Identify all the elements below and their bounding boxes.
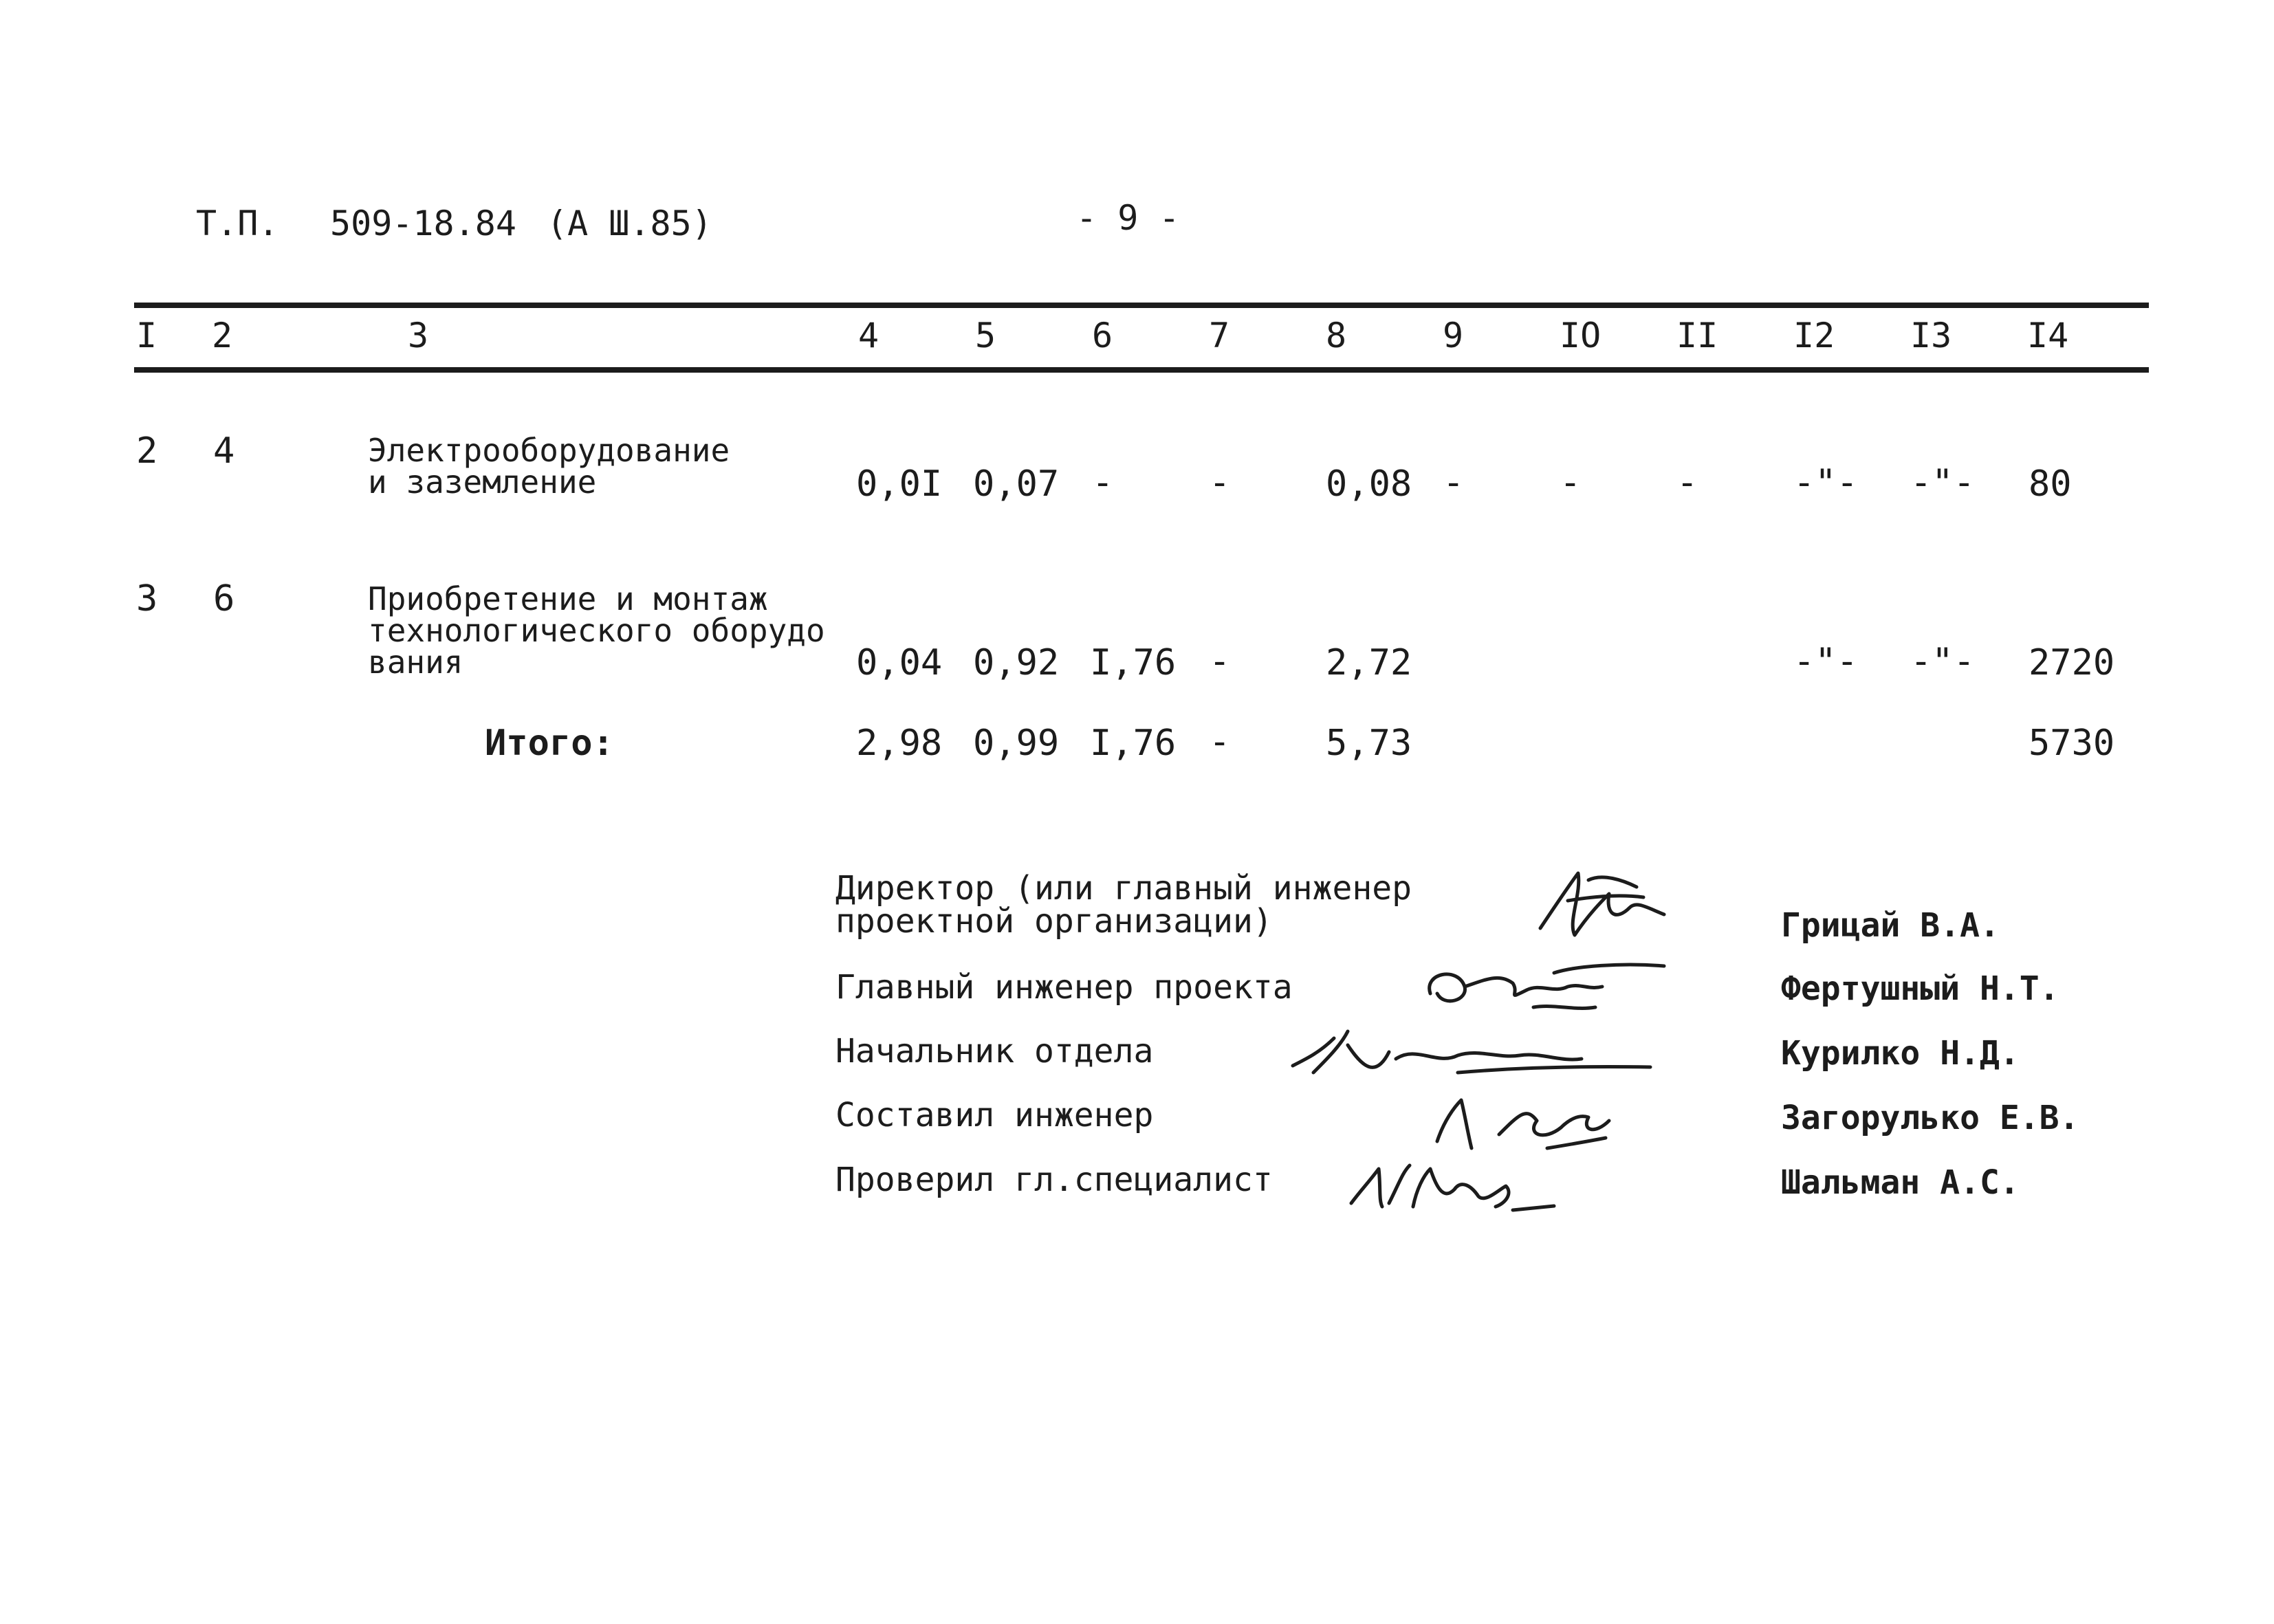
- signer-role-line: Проверил гл.специалист: [835, 1161, 1273, 1199]
- cell-col-5: 0,92: [973, 642, 1060, 683]
- cell-col-12: -"-: [1793, 462, 1858, 503]
- row-description-line: и заземление: [368, 463, 597, 501]
- cell-col-7: -: [1209, 641, 1231, 682]
- column-number: 9: [1443, 316, 1464, 355]
- column-number: 6: [1092, 316, 1113, 355]
- column-number: II: [1676, 316, 1718, 355]
- column-number: IO: [1560, 316, 1601, 355]
- column-number: I: [136, 316, 157, 355]
- cell-col-5: 0,07: [973, 463, 1060, 505]
- column-number: I4: [2027, 316, 2069, 355]
- handwritten-signature: [1417, 952, 1678, 1028]
- signer-name: Шальман А.С.: [1781, 1163, 2020, 1202]
- total-label: Итого:: [485, 723, 614, 764]
- cell-col-9: -: [1443, 462, 1465, 503]
- column-number: 3: [408, 316, 429, 355]
- signer-role-line: Директор (или главный инженер: [835, 869, 1412, 908]
- total-col-5: 0,99: [973, 723, 1060, 764]
- column-number: I3: [1910, 316, 1952, 355]
- doc-code: Т.П.: [196, 204, 279, 243]
- signer-role-line: Начальник отдела: [835, 1032, 1154, 1071]
- total-col-6: I,76: [1090, 723, 1177, 764]
- signer-name: Грицай В.А.: [1781, 906, 2000, 945]
- cell-col-10: -: [1560, 462, 1582, 503]
- signer-role-line: Главный инженер проекта: [835, 968, 1293, 1007]
- signer-name: Фертушный Н.Т.: [1781, 969, 2059, 1008]
- total-col-8: 5,73: [1326, 723, 1412, 764]
- cell-col-4: 0,0I: [856, 463, 943, 505]
- row-description-line: технологического оборудо: [368, 612, 825, 649]
- cell-col-8: 0,08: [1326, 463, 1412, 505]
- page-number: - 9 -: [1076, 198, 1180, 238]
- total-col-7: -: [1209, 721, 1231, 762]
- signer-name: Загорулько Е.В.: [1781, 1099, 2079, 1137]
- handwritten-signature: [1341, 1148, 1575, 1224]
- signer-name: Курилко Н.Д.: [1781, 1034, 2020, 1073]
- row-index: 2: [136, 430, 158, 472]
- cell-col-8: 2,72: [1326, 642, 1412, 683]
- column-number: I2: [1793, 316, 1835, 355]
- cell-col-6: -: [1092, 462, 1114, 503]
- row-number: 4: [213, 430, 235, 472]
- cell-col-11: -: [1676, 462, 1698, 503]
- cell-col-6: I,76: [1090, 642, 1177, 683]
- row-number: 6: [213, 578, 235, 619]
- handwritten-signature: [1279, 1018, 1664, 1093]
- row-description-line: вания: [368, 644, 463, 681]
- table-top-rule: [134, 303, 2149, 308]
- cell-col-14: 2720: [2029, 642, 2115, 683]
- cell-col-14: 80: [2029, 463, 2072, 505]
- cell-col-13: -"-: [1910, 462, 1975, 503]
- column-number: 5: [975, 316, 996, 355]
- cell-col-4: 0,04: [856, 642, 943, 683]
- row-description-line: Электрооборудование: [368, 432, 730, 469]
- column-number: 8: [1326, 316, 1347, 355]
- column-number: 7: [1209, 316, 1230, 355]
- total-col-4: 2,98: [856, 723, 943, 764]
- doc-number: 509-18.84: [330, 204, 516, 243]
- signer-role-line: Составил инженер: [835, 1096, 1154, 1134]
- cell-col-7: -: [1209, 462, 1231, 503]
- cell-col-13: -"-: [1910, 641, 1975, 682]
- table-header-bottom-rule: [134, 367, 2149, 373]
- total-col-14: 5730: [2029, 723, 2115, 764]
- row-description-line: Приобретение и монтаж: [368, 580, 768, 617]
- column-number: 2: [212, 316, 233, 355]
- doc-album: (А Ш.85): [547, 204, 712, 243]
- row-index: 3: [136, 578, 158, 619]
- column-number: 4: [858, 316, 879, 355]
- signer-role-line: проектной организации): [835, 902, 1273, 941]
- cell-col-12: -"-: [1793, 641, 1858, 682]
